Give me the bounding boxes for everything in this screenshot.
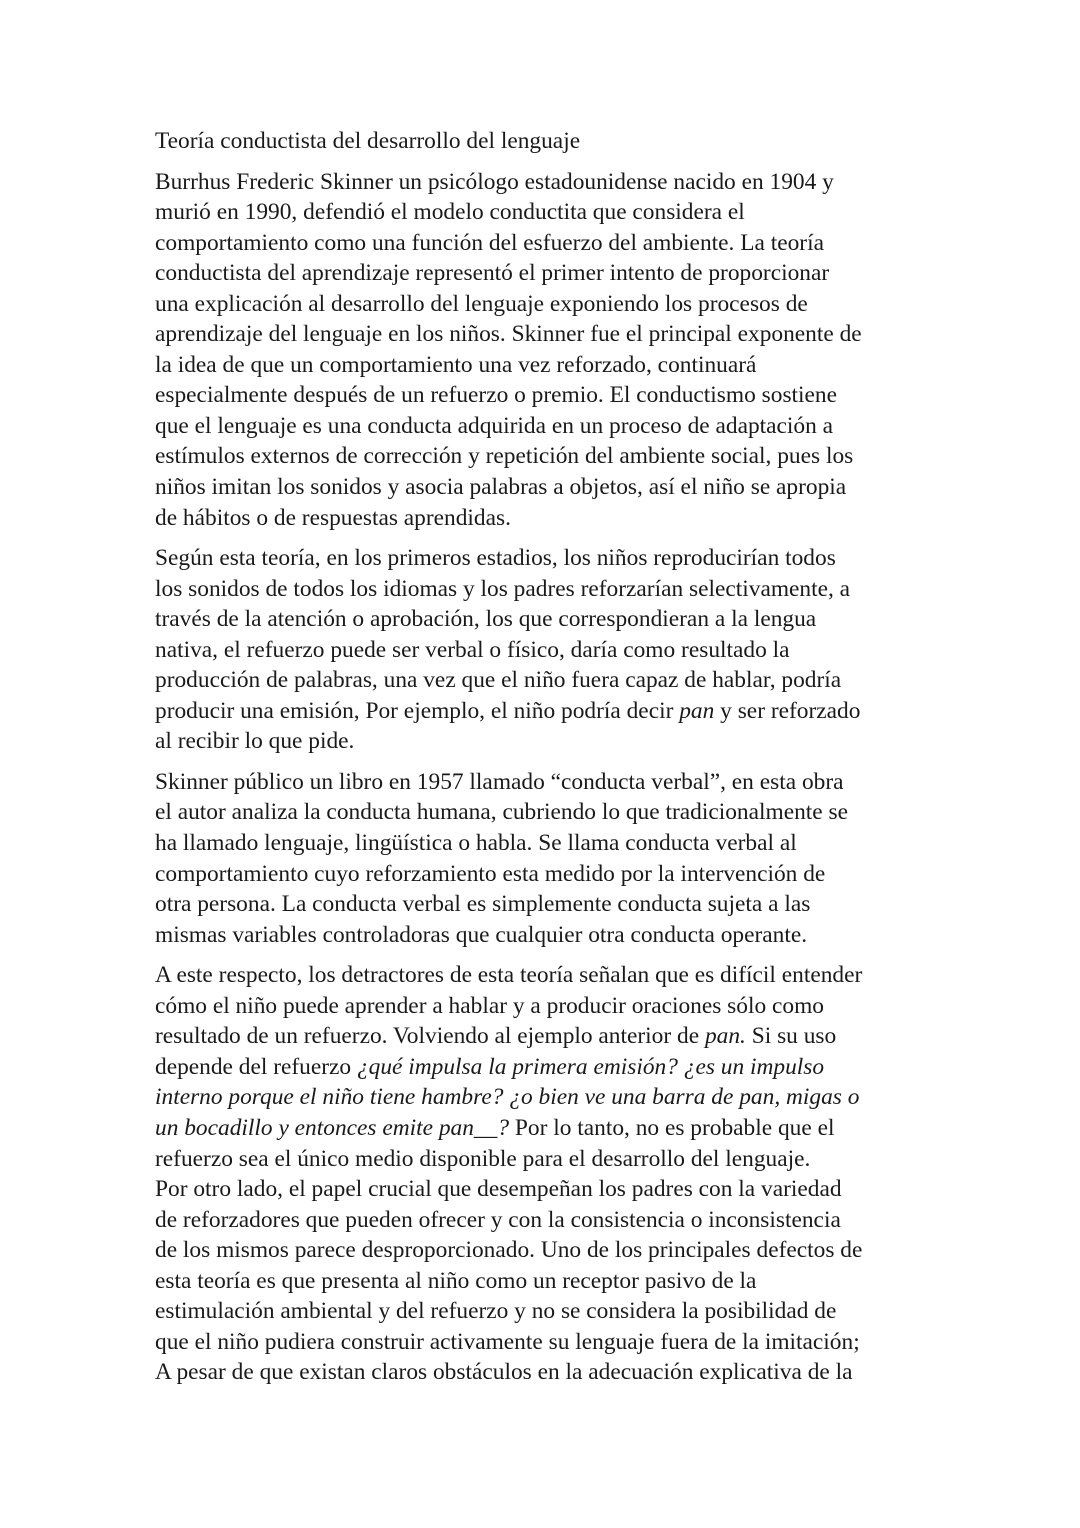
text-line bbox=[155, 1357, 945, 1388]
text-line bbox=[155, 228, 945, 259]
text-segment: A este respecto, los detractores de esta teoría señalan que es difícil entender bbox=[155, 962, 863, 989]
text-segment: A pesar de que existan claros obstáculos en la adecuación explicativa de la bbox=[155, 1359, 853, 1386]
italic-text: pan bbox=[679, 697, 715, 724]
text-line bbox=[155, 1296, 945, 1327]
text-line bbox=[155, 665, 945, 696]
text-line bbox=[155, 859, 945, 890]
text-segment: y ser reforzado bbox=[714, 697, 861, 724]
text-segment: resultado de un refuerzo. Volviendo al ejemplo anterior de bbox=[155, 1023, 705, 1050]
text-line bbox=[155, 289, 945, 320]
text-line bbox=[155, 797, 945, 828]
text-segment: comportamiento cuyo reforzamiento esta medido por la intervención de bbox=[155, 860, 826, 887]
text-line bbox=[155, 1235, 945, 1266]
text-line bbox=[155, 1052, 945, 1083]
text-segment: de los mismos parece desproporcionado. Uno de los principales defectos de bbox=[155, 1237, 863, 1264]
text-segment: Por lo tanto, no es probable que el bbox=[509, 1114, 835, 1141]
text-line bbox=[155, 1327, 945, 1358]
text-segment: niños imitan los sonidos y asocia palabras a objetos, así el niño se apropia bbox=[155, 474, 847, 501]
text-line bbox=[155, 1205, 945, 1236]
text-line bbox=[155, 828, 945, 859]
text-segment: la idea de que un comportamiento una vez reforzado, continuará bbox=[155, 351, 757, 378]
text-segment: aprendizaje del lenguaje en los niños. Skinner fue el principal exponente de bbox=[155, 321, 862, 348]
text-segment: de hábitos o de respuestas aprendidas. bbox=[155, 504, 511, 531]
text-line bbox=[155, 319, 945, 350]
text-line bbox=[155, 889, 945, 920]
text-line bbox=[155, 1082, 945, 1113]
text-line bbox=[155, 1174, 945, 1205]
text-line bbox=[155, 1144, 945, 1175]
paragraph bbox=[155, 543, 945, 757]
paragraph bbox=[155, 960, 945, 1388]
text-line bbox=[155, 960, 945, 991]
text-line bbox=[155, 380, 945, 411]
text-segment: estímulos externos de corrección y repetición del ambiente social, pues los bbox=[155, 443, 854, 470]
text-segment: el autor analiza la conducta humana, cubriendo lo que tradicionalmente se bbox=[155, 799, 848, 826]
text-segment: especialmente después de un refuerzo o premio. El conductismo sostiene bbox=[155, 382, 838, 409]
text-line bbox=[155, 1021, 945, 1052]
text-segment: murió en 1990, defendió el modelo conductita que considera el bbox=[155, 199, 745, 226]
text-segment: Según esta teoría, en los primeros estadios, los niños reproducirían todos bbox=[155, 545, 836, 572]
paragraph bbox=[155, 767, 945, 950]
italic-text: interno porque el niño tiene hambre? ¿o bien ve una barra de pan, migas o bbox=[155, 1084, 860, 1111]
text-segment: una explicación al desarrollo del lenguaje exponiendo los procesos de bbox=[155, 290, 808, 317]
text-line bbox=[155, 696, 945, 727]
text-segment: conductista del aprendizaje representó el primer intento de proporcionar bbox=[155, 260, 830, 287]
text-line bbox=[155, 472, 945, 503]
text-segment: Skinner público un libro en 1957 llamado “conducta verbal”, en esta obra bbox=[155, 768, 844, 795]
text-segment: nativa, el refuerzo puede ser verbal o físico, daría como resultado la bbox=[155, 636, 790, 663]
text-segment: través de la atención o aprobación, los que correspondieran a la lengua bbox=[155, 606, 817, 633]
text-segment: que el lenguaje es una conducta adquirida en un proceso de adaptación a bbox=[155, 412, 834, 439]
text-line bbox=[155, 411, 945, 442]
document-body bbox=[155, 126, 945, 1388]
text-segment: Burrhus Frederic Skinner un psicólogo estadounidense nacido en 1904 y bbox=[155, 168, 834, 195]
text-segment: depende del refuerzo bbox=[155, 1053, 357, 1080]
text-segment: producción de palabras, una vez que el niño fuera capaz de hablar, podría bbox=[155, 667, 842, 694]
text-line bbox=[155, 920, 945, 951]
text-line bbox=[155, 991, 945, 1022]
text-line bbox=[155, 635, 945, 666]
italic-text: un bocadillo y entonces emite pan__? bbox=[155, 1114, 510, 1141]
text-line bbox=[155, 574, 945, 605]
text-segment: comportamiento como una función del esfuerzo del ambiente. La teoría bbox=[155, 229, 824, 256]
text-line bbox=[155, 441, 945, 472]
text-line bbox=[155, 767, 945, 798]
text-line bbox=[155, 1266, 945, 1297]
text-line bbox=[155, 1113, 945, 1144]
text-segment: Por otro lado, el papel crucial que desempeñan los padres con la variedad bbox=[155, 1176, 842, 1203]
text-segment: estimulación ambiental y del refuerzo y no se considera la posibilidad de bbox=[155, 1298, 837, 1325]
text-segment: Si su uso bbox=[745, 1023, 837, 1050]
text-segment: refuerzo sea el único medio disponible para el desarrollo del lenguaje. bbox=[155, 1145, 811, 1172]
paragraphs-container bbox=[155, 167, 945, 1388]
text-line bbox=[155, 197, 945, 228]
document-title: Teoría conductista del desarrollo del lenguaje bbox=[155, 128, 581, 154]
text-line bbox=[155, 543, 945, 574]
text-line bbox=[155, 258, 945, 289]
text-line bbox=[155, 350, 945, 381]
text-segment: de reforzadores que pueden ofrecer y con la consistencia o inconsistencia bbox=[155, 1206, 841, 1233]
text-segment: los sonidos de todos los idiomas y los padres reforzarían selectivamente, a bbox=[155, 575, 851, 602]
text-segment: producir una emisión, Por ejemplo, el niño podría decir bbox=[155, 697, 680, 724]
text-line bbox=[155, 726, 945, 757]
text-segment: mismas variables controladoras que cualquier otra conducta operante. bbox=[155, 921, 808, 948]
text-segment: ha llamado lenguaje, lingüística o habla. Se llama conducta verbal al bbox=[155, 830, 797, 857]
paragraph bbox=[155, 167, 945, 534]
italic-text: ¿qué impulsa la primera emisión? ¿es un impulso bbox=[356, 1053, 825, 1080]
text-line bbox=[155, 604, 945, 635]
italic-text: pan. bbox=[704, 1023, 746, 1050]
text-segment: al recibir lo que pide. bbox=[155, 728, 355, 755]
text-segment: esta teoría es que presenta al niño como un receptor pasivo de la bbox=[155, 1267, 757, 1294]
text-line bbox=[155, 503, 945, 534]
text-segment: otra persona. La conducta verbal es simplemente conducta sujeta a las bbox=[155, 891, 811, 918]
text-segment: que el niño pudiera construir activamente su lenguaje fuera de la imitación; bbox=[155, 1328, 860, 1355]
text-line bbox=[155, 167, 945, 198]
text-segment: cómo el niño puede aprender a hablar y a producir oraciones sólo como bbox=[155, 992, 824, 1019]
